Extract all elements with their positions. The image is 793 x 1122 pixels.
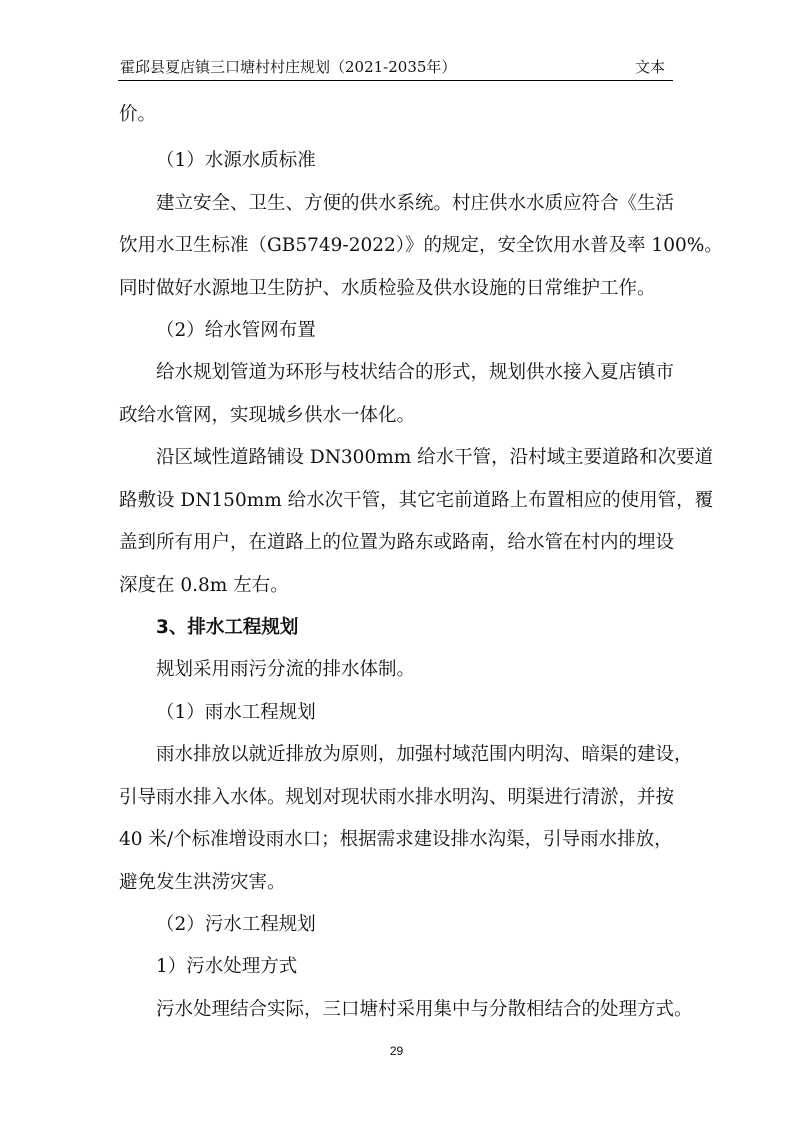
paragraph-line: 污水处理结合实际，三口塘村采用集中与分散相结合的处理方式。 — [156, 999, 693, 1020]
paragraph-line: 路敷设 DN150mm 给水次干管，其它宅前道路上布置相应的使用管，覆 — [119, 490, 714, 511]
section-heading-drainage: 3、排水工程规划 — [156, 617, 299, 638]
paragraph-line: 40 米/个标准增设雨水口；根据需求建设排水沟渠，引导雨水排放， — [119, 829, 673, 850]
subheading-sewage-treatment-method: 1）污水处理方式 — [156, 956, 298, 977]
page-header — [118, 54, 673, 81]
paragraph-line: 引导雨水排入水体。规划对现状雨水排水明沟、明渠进行清淤，并按 — [119, 787, 675, 808]
page-number: 29 — [389, 1044, 404, 1058]
document-title: 霍邱县夏店镇三口塘村村庄规划（2021-2035年） — [120, 58, 457, 76]
document-type-label: 文本 — [634, 58, 665, 76]
paragraph-line: 同时做好水源地卫生防护、水质检验及供水设施的日常维护工作。 — [119, 278, 656, 299]
subheading-sewage: （2）污水工程规划 — [156, 914, 316, 935]
subheading-water-supply-network: （2）给水管网布置 — [156, 320, 316, 341]
subheading-rainwater: （1）雨水工程规划 — [156, 702, 316, 723]
paragraph-line: 价。 — [119, 104, 157, 125]
paragraph-line: 深度在 0.8m 左右。 — [119, 575, 289, 596]
subheading-water-quality: （1）水源水质标准 — [156, 150, 316, 171]
paragraph-line: 沿区域性道路铺设 DN300mm 给水干管，沿村域主要道路和次要道 — [156, 447, 714, 468]
paragraph-line: 雨水排放以就近排放为原则，加强村域范围内明沟、暗渠的建设， — [156, 744, 693, 765]
paragraph-line: 盖到所有用户，在道路上的位置为路东或路南，给水管在村内的埋设 — [119, 532, 675, 553]
paragraph-line: 避免发生洪涝灾害。 — [119, 872, 286, 893]
paragraph-line: 饮用水卫生标准（GB5749-2022）》的规定，安全饮用水普及率 100%。 — [119, 235, 723, 256]
paragraph-line: 政给水管网，实现城乡供水一体化。 — [119, 405, 416, 426]
paragraph-line: 建立安全、卫生、方便的供水系统。村庄供水水质应符合《生活 — [156, 193, 675, 214]
paragraph-line: 规划采用雨污分流的排水体制。 — [156, 659, 416, 680]
paragraph-line: 给水规划管道为环形与枝状结合的形式，规划供水接入夏店镇市 — [156, 362, 675, 383]
